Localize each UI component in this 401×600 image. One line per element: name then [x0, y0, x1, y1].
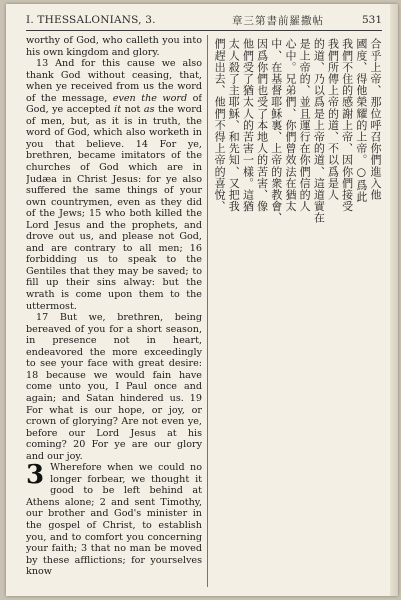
chinese-text-line: 是上帝的、並且運行在你們信的人: [298, 38, 312, 212]
chinese-text-line: 中、在基督耶穌裏、上帝的衆教會、: [269, 38, 283, 224]
chinese-text-line: 心中。兄弟們、你們曾效法在猶太: [283, 38, 297, 212]
page-number: 531: [361, 14, 382, 26]
chinese-text-line: 因爲你們也受了本地人的苦害、像: [255, 38, 269, 212]
chinese-text-line: 太人殺了主耶穌、和先知、又把我: [227, 38, 241, 212]
english-text: Wherefore when we could no longer forbear, we thought it good to be left behind at Athens alone; 2 and sent Timothy, our brother and God's minister in the gospel of Christ, to establish you, and to comfort you concerning your faith; 3 that no man be moved by these afflictions; for yourselves know: [26, 462, 202, 578]
english-column: [26, 35, 202, 590]
chapter-number: 3: [26, 460, 45, 491]
chinese-text-line: 合乎上帝、那位呼召你們進入他: [369, 38, 382, 201]
english-text: of God, ye accepted: [26, 92, 202, 116]
chinese-text-line: 們趕出去、他們不得上帝的喜悅、: [213, 38, 227, 212]
english-paragraph: [26, 35, 202, 58]
english-text: 17 But we, brethren, being bereaved of you for a short season, in presence not in heart, endeavored the more exceedingly to see your face with great desire: 18 because we would fain have come unto you, I Paul once and again; and Satan hindered us. 19 For what is our hope, or joy, or crown of glorying? Are not even ye, before our Lord Jesus at his coming? 20 For ye are our glory and our joy.: [26, 312, 202, 462]
header-book-title: I. THESSALONIANS, 3.: [26, 14, 156, 26]
chapter-three-start: [26, 462, 202, 577]
english-text: not: [121, 104, 144, 116]
chinese-column: [212, 38, 382, 590]
column-divider: [207, 35, 208, 587]
english-text: 13 And for this cause we also thank God without ceasing, that, when ye received from us the word of the message,: [26, 58, 202, 104]
running-header: [26, 13, 382, 29]
english-italic: even the word: [112, 92, 188, 104]
bible-page: [6, 4, 398, 596]
chinese-text-line: 的道、乃以爲是上帝的道、這道實在: [312, 38, 326, 224]
chinese-text-line: 我們所傳上帝的道、不以爲是人: [326, 38, 340, 201]
page-edge: [390, 4, 398, 596]
chinese-text-line: 他們受了猶太人的苦害一樣。這猶: [241, 38, 255, 212]
english-italic: it: [114, 104, 122, 116]
english-italic: as: [143, 104, 155, 116]
english-paragraph: [26, 312, 202, 462]
english-text: the word of men, but, as it is in truth, the word of God, which also worketh in you that believe. 14 For ye, brethren, became imitators of the churches of God which are in Judæa in Christ Jesus: for ye also suffered the same things of your own countrymen, even as they did of the Jews; 15 who both killed the Lord Jesus and the prophets, and drove out us, and please not God, and are contrary to all men; 16 forbidding us to speak to the Gentiles that they may be saved; to fill up their sins alway: but the wrath is come upon them to the uttermost.: [26, 104, 202, 312]
english-paragraph: [26, 58, 202, 312]
header-rule: [26, 30, 382, 31]
chinese-text-line: 我們不住的感謝上帝、因你們接受: [340, 38, 354, 212]
header-chinese-title: 章三第書前羅撒帖: [232, 15, 324, 27]
chinese-text-line: 國度、得他榮耀的上帝。○爲此: [354, 38, 368, 203]
english-text: worthy of God, who calleth you into his own kingdom and glory.: [26, 35, 202, 58]
